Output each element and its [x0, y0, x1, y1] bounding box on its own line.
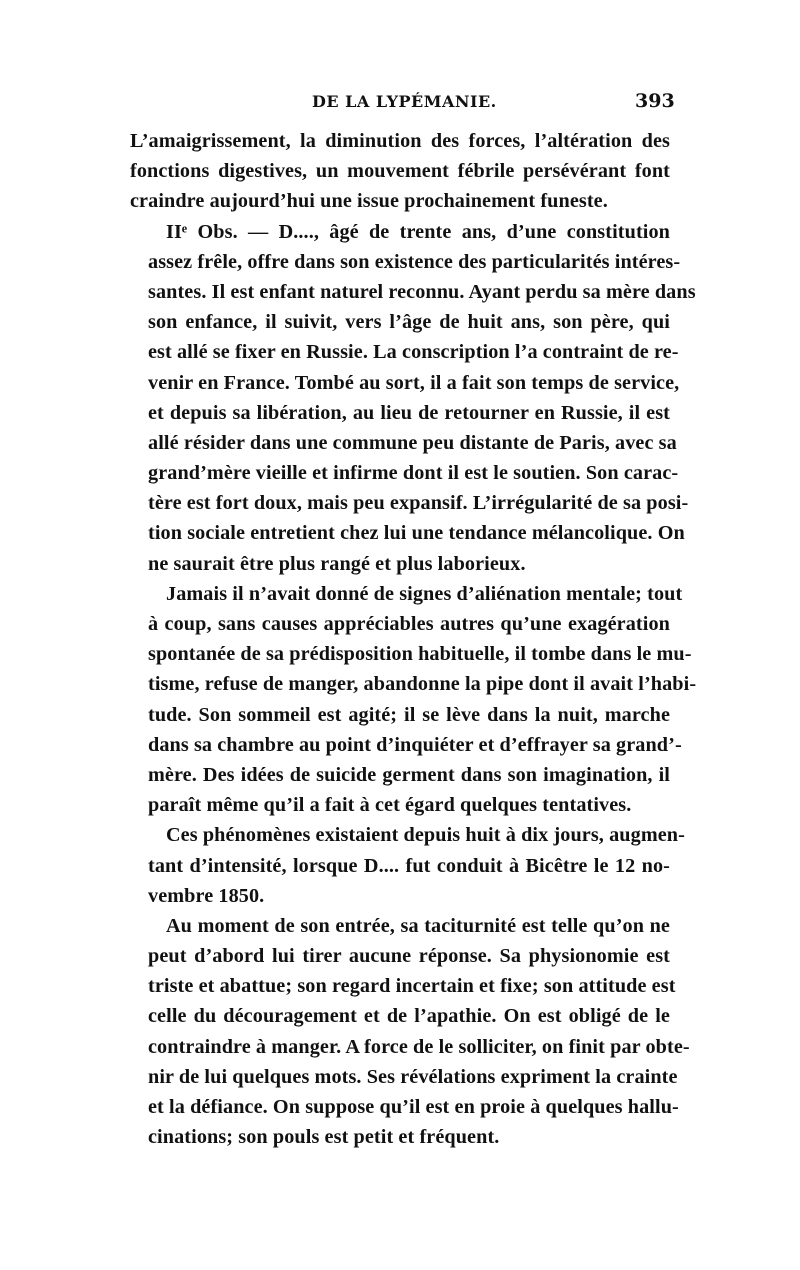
- text-line: triste et abattue; son regard incertain et fixe; son attitude est: [148, 975, 676, 998]
- text-line: fonctions digestives, un mouvement fébrile persévérant font: [130, 160, 670, 183]
- text-line: et la défiance. On suppose qu’il est en proie à quelques hallu-: [148, 1096, 679, 1118]
- text-line: dans sa chambre au point d’inquiéter et d’effrayer sa grand’-: [148, 733, 682, 756]
- text-line: tère est fort doux, mais peu expansif. L’irrégularité de sa posi-: [148, 492, 689, 515]
- text-line: tisme, refuse de manger, abandonne la pipe dont il avait l’habi-: [148, 673, 697, 696]
- paragraph: [130, 579, 697, 821]
- text-line: vembre 1850.: [148, 884, 265, 907]
- page-number: 393: [635, 90, 675, 112]
- running-head: [0, 92, 800, 122]
- text-line: peut d’abord lui tirer aucune réponse. Sa physionomie est: [148, 945, 670, 968]
- text-line: Au moment de son entrée, sa taciturnité est telle qu’on ne: [166, 914, 670, 937]
- text-line: mère. Des idées de suicide germent dans son imagination, il: [148, 763, 670, 786]
- text-line: paraît même qu’il a fait à cet égard quelques tentatives.: [148, 794, 632, 817]
- text-line: nir de lui quelques mots. Ses révélations expriment la crainte: [148, 1065, 678, 1088]
- text-line: craindre aujourd’hui une issue prochainement funeste.: [130, 190, 608, 213]
- text-line: L’amaigrissement, la diminution des forces, l’altération des: [130, 130, 670, 152]
- text-line: à coup, sans causes appréciables autres qu’une exagération: [148, 613, 670, 635]
- running-title: DE LA LYPÉMANIE.: [312, 92, 497, 111]
- text-line: et depuis sa libération, au lieu de retourner en Russie, il est: [148, 401, 670, 424]
- text-line: ne saurait être plus rangé et plus laborieux.: [148, 552, 526, 575]
- paragraph: [130, 911, 690, 1153]
- text-line: tude. Son sommeil est agité; il se lève dans la nuit, marche: [148, 703, 670, 726]
- text-line: son enfance, il suivit, vers l’âge de huit ans, son père, qui: [148, 311, 670, 334]
- text-line: allé résider dans une commune peu distante de Paris, avec sa: [148, 431, 677, 454]
- paragraph: [130, 126, 670, 217]
- text-line: santes. Il est enfant naturel reconnu. Ayant perdu sa mère dans: [148, 280, 696, 303]
- text-line: grand’mère vieille et infirme dont il est le soutien. Son carac-: [148, 462, 679, 485]
- text-line: cinations; son pouls est petit et fréquent.: [148, 1126, 500, 1149]
- text-line: Ces phénomènes existaient depuis huit à dix jours, augmen-: [166, 824, 685, 847]
- text-line: IIᵉ Obs. — D...., âgé de trente ans, d’une constitution: [166, 220, 670, 243]
- text-line: Jamais il n’avait donné de signes d’aliénation mentale; tout: [166, 582, 683, 605]
- text-line: tion sociale entretient chez lui une tendance mélancolique. On: [148, 522, 685, 545]
- text-line: assez frêle, offre dans son existence des particularités intéres-: [148, 250, 681, 273]
- text-line: est allé se fixer en Russie. La conscription l’a contraint de re-: [148, 341, 679, 364]
- paragraph: [130, 217, 696, 579]
- text-line: contraindre à manger. A force de le solliciter, on finit par obte-: [148, 1035, 690, 1058]
- text-line: celle du découragement et de l’apathie. On est obligé de le: [148, 1005, 670, 1028]
- body-text: [130, 126, 697, 1152]
- text-line: tant d’intensité, lorsque D.... fut conduit à Bicêtre le 12 no-: [148, 854, 670, 877]
- text-line: venir en France. Tombé au sort, il a fait son temps de service,: [148, 371, 680, 394]
- paragraph: [130, 820, 685, 911]
- text-line: spontanée de sa prédisposition habituelle, il tombe dans le mu-: [148, 643, 692, 666]
